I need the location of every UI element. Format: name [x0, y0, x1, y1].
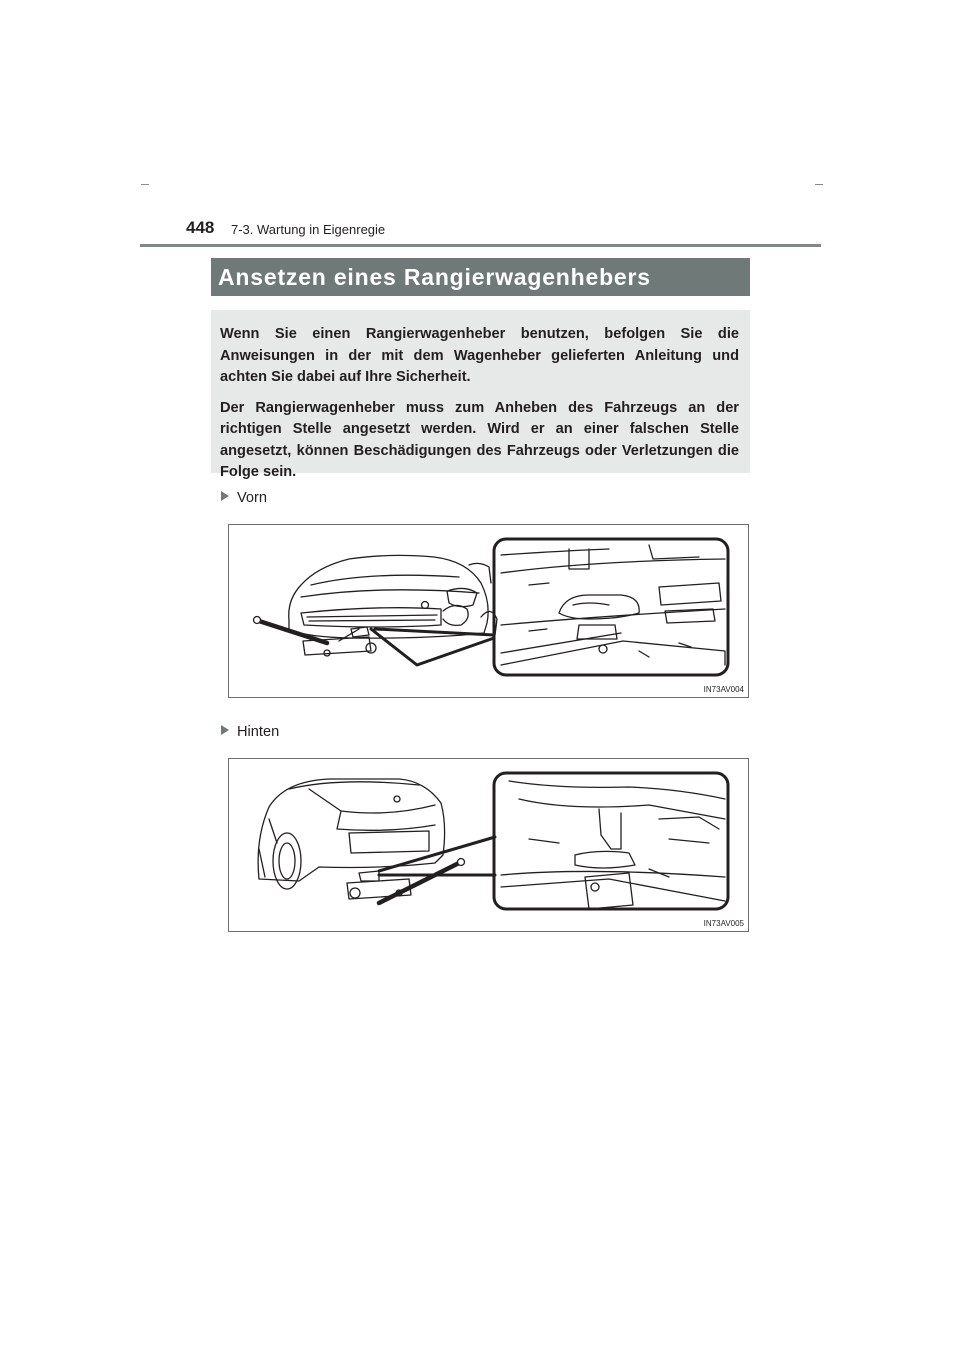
section-label-rear: Hinten	[237, 724, 280, 740]
image-code: IN73AV005	[703, 919, 744, 928]
section-label-front: Vorn	[237, 490, 268, 506]
header-rule	[140, 244, 821, 247]
chapter-title: 7-3. Wartung in Eigenregie	[231, 222, 386, 237]
section-title: Ansetzen eines Rangierwagenhebers	[218, 264, 651, 290]
illustration-front	[228, 524, 749, 698]
illustration-rear	[228, 758, 749, 932]
car-rear-illustration	[258, 779, 444, 889]
crop-mark-left	[141, 184, 149, 185]
note-box	[211, 310, 750, 480]
section-front	[221, 490, 267, 506]
page-number: 448	[186, 218, 215, 237]
jack-point-detail-front	[494, 539, 728, 675]
note-paragraph: Wenn Sie einen Rangierwagenheber benutzen, befolgen Sie die Anweisungen in der mit dem Wagenheber gelieferten Anleitung und achten Sie dabei auf Ihre Sicherheit.	[220, 326, 739, 385]
triangle-bullet-icon	[221, 725, 229, 735]
note-paragraph: Der Rangierwagenheber muss zum Anheben des Fahrzeugs an der richtigen Stelle angesetzt werden. Wird er an einer falschen Stelle angesetzt, können Beschädigungen des Fahrzeugs oder Verletzungen die Folge sein.	[220, 399, 739, 480]
car-front-illustration	[289, 555, 497, 638]
section-rear	[221, 724, 279, 740]
image-code: IN73AV004	[703, 685, 744, 694]
crop-mark-right	[815, 184, 823, 185]
triangle-bullet-icon	[221, 491, 229, 501]
jack-point-detail-rear	[494, 773, 728, 909]
